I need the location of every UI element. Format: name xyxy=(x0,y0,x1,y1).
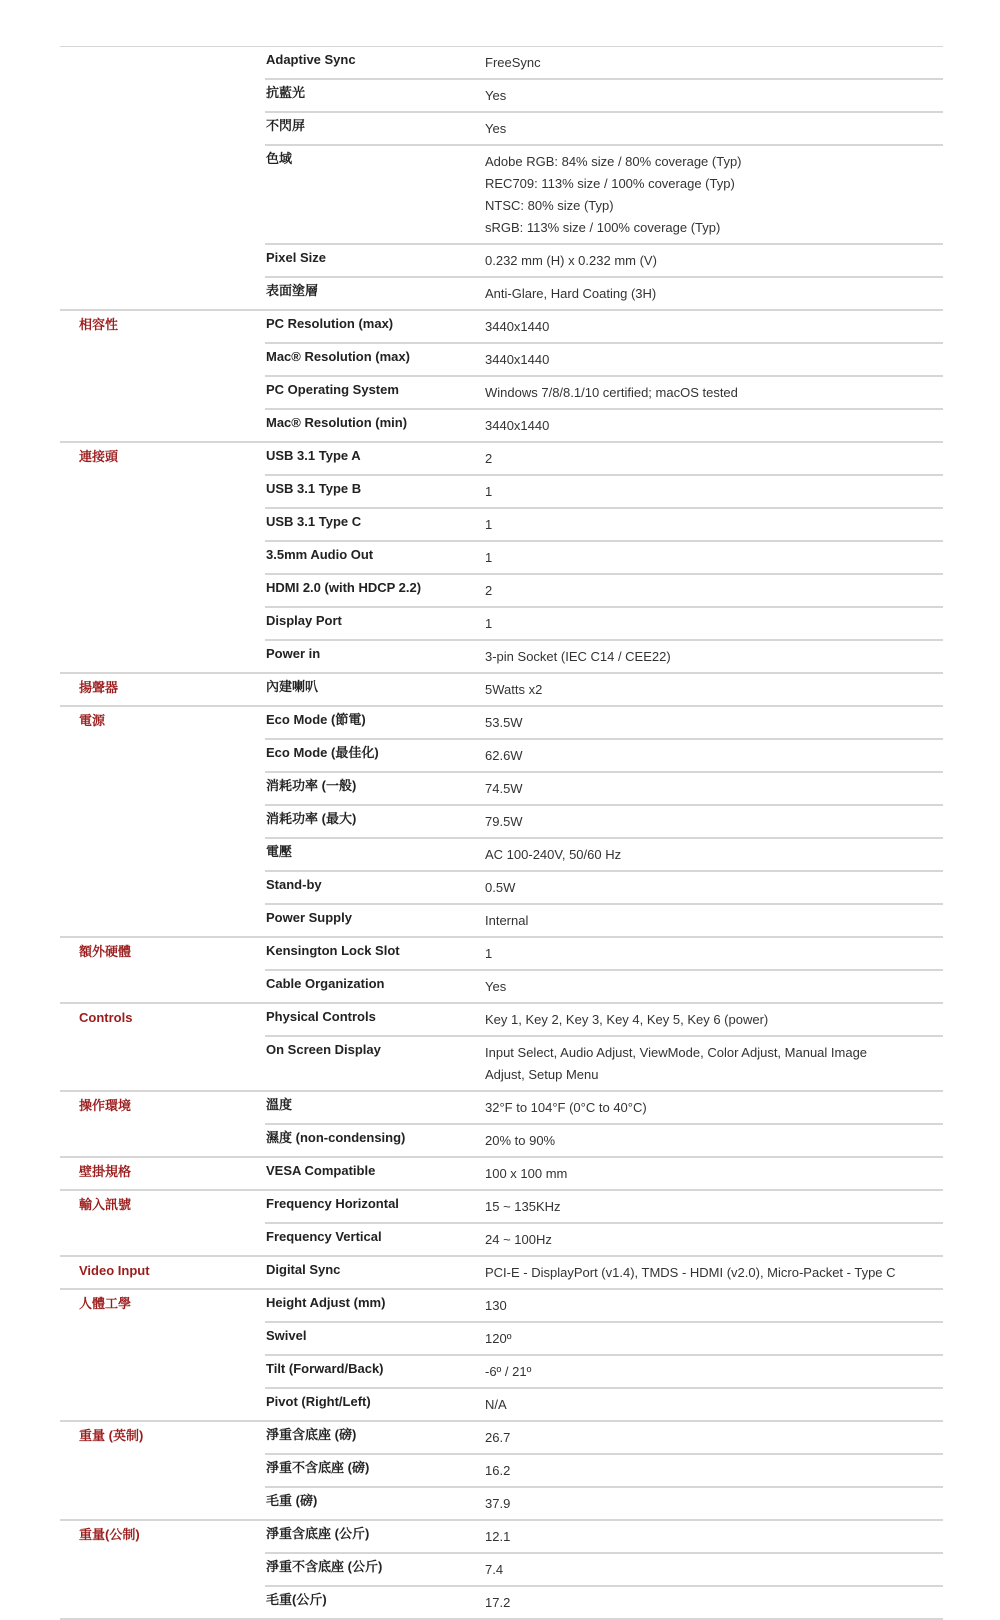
section-rows xyxy=(265,707,943,936)
spec-row xyxy=(265,870,943,903)
spec-value-line: 79.5W xyxy=(485,814,523,829)
spec-value xyxy=(485,311,943,342)
spec-row xyxy=(265,1257,943,1288)
spec-label: Pivot (Right/Left) xyxy=(266,1394,371,1409)
spec-value-line: 5Watts x2 xyxy=(485,682,543,697)
spec-label: Mac® Resolution (min) xyxy=(266,415,408,430)
spec-label: 濕度 (non-condensing) xyxy=(266,1130,406,1145)
spec-value xyxy=(485,476,943,507)
spec-value-line: 16.2 xyxy=(485,1463,511,1478)
section-category: Video Input xyxy=(79,1263,150,1278)
spec-value-line: 120º xyxy=(485,1331,512,1346)
section-category xyxy=(60,47,265,309)
spec-value-line: N/A xyxy=(485,1397,507,1412)
spec-value xyxy=(485,1422,943,1453)
spec-value-line: Input Select, Audio Adjust, ViewMode, Color Adjust, Manual Image xyxy=(485,1045,868,1060)
section-rows xyxy=(265,1191,943,1255)
spec-row xyxy=(265,771,943,804)
spec-label: 抗藍光 xyxy=(266,85,306,100)
spec-row xyxy=(265,1453,943,1486)
spec-row xyxy=(265,804,943,837)
spec-value xyxy=(485,641,943,672)
spec-value xyxy=(485,806,943,837)
spec-value xyxy=(485,1125,943,1156)
spec-label: 色域 xyxy=(266,151,293,166)
spec-label: Eco Mode (最佳化) xyxy=(266,745,379,760)
spec-row xyxy=(265,1321,943,1354)
section-category: Controls xyxy=(79,1010,133,1025)
spec-value-line: 2 xyxy=(485,451,493,466)
spec-value-line: 3-pin Socket (IEC C14 / CEE22) xyxy=(485,649,671,664)
section-rows xyxy=(265,443,943,672)
spec-value xyxy=(485,608,943,639)
spec-value xyxy=(485,707,943,738)
spec-value xyxy=(485,113,943,144)
spec-label: 電壓 xyxy=(266,844,293,859)
spec-value-line: Internal xyxy=(485,913,529,928)
spec-row xyxy=(265,540,943,573)
spec-row xyxy=(265,1123,943,1156)
spec-value-line: Yes xyxy=(485,121,507,136)
spec-value-line: 62.6W xyxy=(485,748,523,763)
section-category: 輸入訊號 xyxy=(79,1197,132,1212)
spec-row xyxy=(265,707,943,738)
spec-value-line: Adjust, Setup Menu xyxy=(485,1067,599,1082)
section-rows xyxy=(265,938,943,1002)
spec-section xyxy=(60,1422,943,1521)
spec-value xyxy=(485,542,943,573)
spec-row xyxy=(265,1191,943,1222)
spec-row xyxy=(265,674,943,705)
spec-value-line: Key 1, Key 2, Key 3, Key 4, Key 5, Key 6 (power) xyxy=(485,1012,769,1027)
spec-label: Mac® Resolution (max) xyxy=(266,349,410,364)
spec-value-line: 7.4 xyxy=(485,1562,504,1577)
spec-value xyxy=(485,740,943,771)
spec-value-line: 74.5W xyxy=(485,781,523,796)
spec-row xyxy=(265,1486,943,1519)
section-rows xyxy=(265,1092,943,1156)
spec-label: 淨重含底座 (公斤) xyxy=(266,1526,370,1541)
spec-section xyxy=(60,1191,943,1257)
spec-value xyxy=(485,1224,943,1255)
section-category: 揚聲器 xyxy=(79,680,119,695)
spec-value xyxy=(485,278,943,309)
spec-label: PC Resolution (max) xyxy=(266,316,394,331)
spec-section xyxy=(60,707,943,938)
spec-label: 淨重含底座 (磅) xyxy=(266,1427,357,1442)
spec-row xyxy=(265,969,943,1002)
spec-row xyxy=(265,573,943,606)
spec-label: 毛重(公斤) xyxy=(266,1592,327,1607)
spec-value-line: 20% to 90% xyxy=(485,1133,556,1148)
spec-label: Pixel Size xyxy=(266,250,326,265)
spec-value-line: 0.5W xyxy=(485,880,516,895)
spec-value-line: 1 xyxy=(485,946,493,961)
spec-value-line: 37.9 xyxy=(485,1496,511,1511)
spec-row xyxy=(265,1521,943,1552)
spec-value xyxy=(485,773,943,804)
spec-value xyxy=(485,1356,943,1387)
spec-section xyxy=(60,674,943,707)
spec-row xyxy=(265,1158,943,1189)
spec-label: 淨重不含底座 (磅) xyxy=(266,1460,370,1475)
spec-value xyxy=(485,938,943,969)
spec-label: Tilt (Forward/Back) xyxy=(266,1361,384,1376)
spec-value xyxy=(485,509,943,540)
spec-row xyxy=(265,78,943,111)
spec-section xyxy=(60,46,943,311)
section-rows xyxy=(265,1004,943,1090)
section-rows xyxy=(265,1521,943,1618)
section-category: 壁掛規格 xyxy=(79,1164,132,1179)
spec-value-line: 1 xyxy=(485,550,493,565)
spec-value-line: -6º / 21º xyxy=(485,1364,532,1379)
section-category: 操作環境 xyxy=(79,1098,132,1113)
spec-value xyxy=(485,1290,943,1321)
spec-value-line: Anti-Glare, Hard Coating (3H) xyxy=(485,286,657,301)
spec-value xyxy=(485,1587,943,1618)
spec-row xyxy=(265,474,943,507)
spec-row xyxy=(265,1422,943,1453)
spec-label: Eco Mode (節電) xyxy=(266,712,366,727)
spec-row xyxy=(265,507,943,540)
spec-label: Frequency Horizontal xyxy=(266,1196,399,1211)
section-rows xyxy=(265,674,943,705)
spec-row xyxy=(265,1585,943,1618)
spec-value-line: PCI-E - DisplayPort (v1.4), TMDS - HDMI (v2.0), Micro-Packet - Type C xyxy=(485,1265,896,1280)
spec-row xyxy=(265,1004,943,1035)
spec-value-line: 53.5W xyxy=(485,715,523,730)
spec-label: Power Supply xyxy=(266,910,352,925)
spec-label: 溫度 xyxy=(266,1097,293,1112)
spec-row xyxy=(265,1092,943,1123)
section-category: 重量(公制) xyxy=(79,1527,140,1542)
spec-value-line: sRGB: 113% size / 100% coverage (Typ) xyxy=(485,220,721,235)
spec-value xyxy=(485,1554,943,1585)
spec-value xyxy=(485,1004,943,1035)
section-category: 連接頭 xyxy=(79,449,119,464)
spec-value xyxy=(485,839,943,870)
spec-value-line: 100 x 100 mm xyxy=(485,1166,568,1181)
spec-label: On Screen Display xyxy=(266,1042,381,1057)
spec-value xyxy=(485,410,943,441)
section-category: 電源 xyxy=(79,713,106,728)
spec-value xyxy=(485,146,943,243)
section-rows xyxy=(265,311,943,441)
spec-value-line: Yes xyxy=(485,979,507,994)
spec-label: 消耗功率 (最大) xyxy=(266,811,357,826)
section-rows xyxy=(265,1257,943,1288)
spec-row xyxy=(265,111,943,144)
spec-value-line: 24 ~ 100Hz xyxy=(485,1232,552,1247)
section-rows xyxy=(265,1290,943,1420)
spec-value-line: 3440x1440 xyxy=(485,319,550,334)
spec-value-line: 3440x1440 xyxy=(485,352,550,367)
spec-label: Frequency Vertical xyxy=(266,1229,382,1244)
spec-value xyxy=(485,1389,943,1420)
spec-value xyxy=(485,575,943,606)
spec-value-line: NTSC: 80% size (Typ) xyxy=(485,198,614,213)
spec-value xyxy=(485,344,943,375)
spec-label: Display Port xyxy=(266,613,342,628)
spec-row xyxy=(265,375,943,408)
spec-value-line: 130 xyxy=(485,1298,507,1313)
spec-value-line: 1 xyxy=(485,484,493,499)
spec-row xyxy=(265,938,943,969)
spec-label: 消耗功率 (一般) xyxy=(266,778,357,793)
spec-value xyxy=(485,47,943,78)
spec-value xyxy=(485,872,943,903)
spec-value xyxy=(485,377,943,408)
spec-row xyxy=(265,606,943,639)
spec-row xyxy=(265,1354,943,1387)
spec-row xyxy=(265,1552,943,1585)
spec-label: 3.5mm Audio Out xyxy=(266,547,374,562)
spec-sheet xyxy=(60,46,943,1620)
spec-value xyxy=(485,905,943,936)
spec-value xyxy=(485,1257,943,1288)
spec-value-line: 1 xyxy=(485,517,493,532)
spec-value-line: 0.232 mm (H) x 0.232 mm (V) xyxy=(485,253,657,268)
spec-value xyxy=(485,674,943,705)
spec-label: Digital Sync xyxy=(266,1262,341,1277)
spec-label: 表面塗層 xyxy=(266,283,319,298)
spec-value xyxy=(485,1455,943,1486)
spec-value-line: Yes xyxy=(485,88,507,103)
spec-value-line: 26.7 xyxy=(485,1430,511,1445)
spec-label: Physical Controls xyxy=(266,1009,376,1024)
spec-value-line: 3440x1440 xyxy=(485,418,550,433)
spec-section xyxy=(60,311,943,443)
spec-value-line: Windows 7/8/8.1/10 certified; macOS tested xyxy=(485,385,738,400)
spec-row xyxy=(265,408,943,441)
spec-value xyxy=(485,1488,943,1519)
spec-row xyxy=(265,1387,943,1420)
spec-row xyxy=(265,1035,943,1090)
section-rows xyxy=(265,47,943,309)
spec-label: Kensington Lock Slot xyxy=(266,943,400,958)
spec-value-line: 12.1 xyxy=(485,1529,511,1544)
spec-row xyxy=(265,342,943,375)
spec-label: Cable Organization xyxy=(266,976,385,991)
spec-row xyxy=(265,276,943,309)
spec-label: VESA Compatible xyxy=(266,1163,376,1178)
spec-label: Power in xyxy=(266,646,321,661)
spec-row xyxy=(265,837,943,870)
spec-section xyxy=(60,1158,943,1191)
spec-value-line: 15 ~ 135KHz xyxy=(485,1199,561,1214)
spec-row xyxy=(265,1222,943,1255)
spec-section xyxy=(60,1257,943,1290)
spec-value xyxy=(485,245,943,276)
spec-section xyxy=(60,938,943,1004)
section-category: 額外硬體 xyxy=(79,944,132,959)
spec-section xyxy=(60,1521,943,1620)
spec-row xyxy=(265,47,943,78)
spec-label: 內建喇叭 xyxy=(266,679,319,694)
spec-label: 不閃屏 xyxy=(266,118,306,133)
spec-section xyxy=(60,443,943,674)
spec-value xyxy=(485,1323,943,1354)
spec-section xyxy=(60,1004,943,1092)
spec-value-line: Adobe RGB: 84% size / 80% coverage (Typ) xyxy=(485,154,742,169)
spec-label: Adaptive Sync xyxy=(266,52,356,67)
spec-row xyxy=(265,311,943,342)
spec-value xyxy=(485,443,943,474)
spec-value xyxy=(485,80,943,111)
spec-row xyxy=(265,738,943,771)
spec-label: Swivel xyxy=(266,1328,307,1343)
spec-value-line: AC 100-240V, 50/60 Hz xyxy=(485,847,622,862)
spec-label: Height Adjust (mm) xyxy=(266,1295,386,1310)
spec-value-line: 2 xyxy=(485,583,493,598)
section-rows xyxy=(265,1158,943,1189)
spec-section xyxy=(60,1092,943,1158)
spec-row xyxy=(265,243,943,276)
spec-label: 毛重 (磅) xyxy=(266,1493,318,1508)
spec-label: USB 3.1 Type A xyxy=(266,448,361,463)
spec-value xyxy=(485,1158,943,1189)
spec-value xyxy=(485,1191,943,1222)
spec-value xyxy=(485,1092,943,1123)
spec-label: 淨重不含底座 (公斤) xyxy=(266,1559,383,1574)
spec-label: Stand-by xyxy=(266,877,322,892)
spec-label: USB 3.1 Type B xyxy=(266,481,362,496)
spec-value-line: FreeSync xyxy=(485,55,541,70)
spec-row xyxy=(265,144,943,243)
spec-value-line: REC709: 113% size / 100% coverage (Typ) xyxy=(485,176,735,191)
section-rows xyxy=(265,1422,943,1519)
section-category: 相容性 xyxy=(79,317,119,332)
spec-value-line: 17.2 xyxy=(485,1595,511,1610)
spec-label: HDMI 2.0 (with HDCP 2.2) xyxy=(266,580,422,595)
spec-value xyxy=(485,1521,943,1552)
spec-row xyxy=(265,903,943,936)
spec-section xyxy=(60,1290,943,1422)
spec-row xyxy=(265,1290,943,1321)
spec-label: PC Operating System xyxy=(266,382,399,397)
spec-label: USB 3.1 Type C xyxy=(266,514,362,529)
spec-value xyxy=(485,971,943,1002)
section-category: 重量 (英制) xyxy=(79,1428,144,1443)
section-category: 人體工學 xyxy=(79,1296,132,1311)
spec-value-line: 1 xyxy=(485,616,493,631)
spec-value-line: 32°F to 104°F (0°C to 40°C) xyxy=(485,1100,647,1115)
spec-value xyxy=(485,1037,943,1090)
spec-row xyxy=(265,639,943,672)
spec-row xyxy=(265,443,943,474)
